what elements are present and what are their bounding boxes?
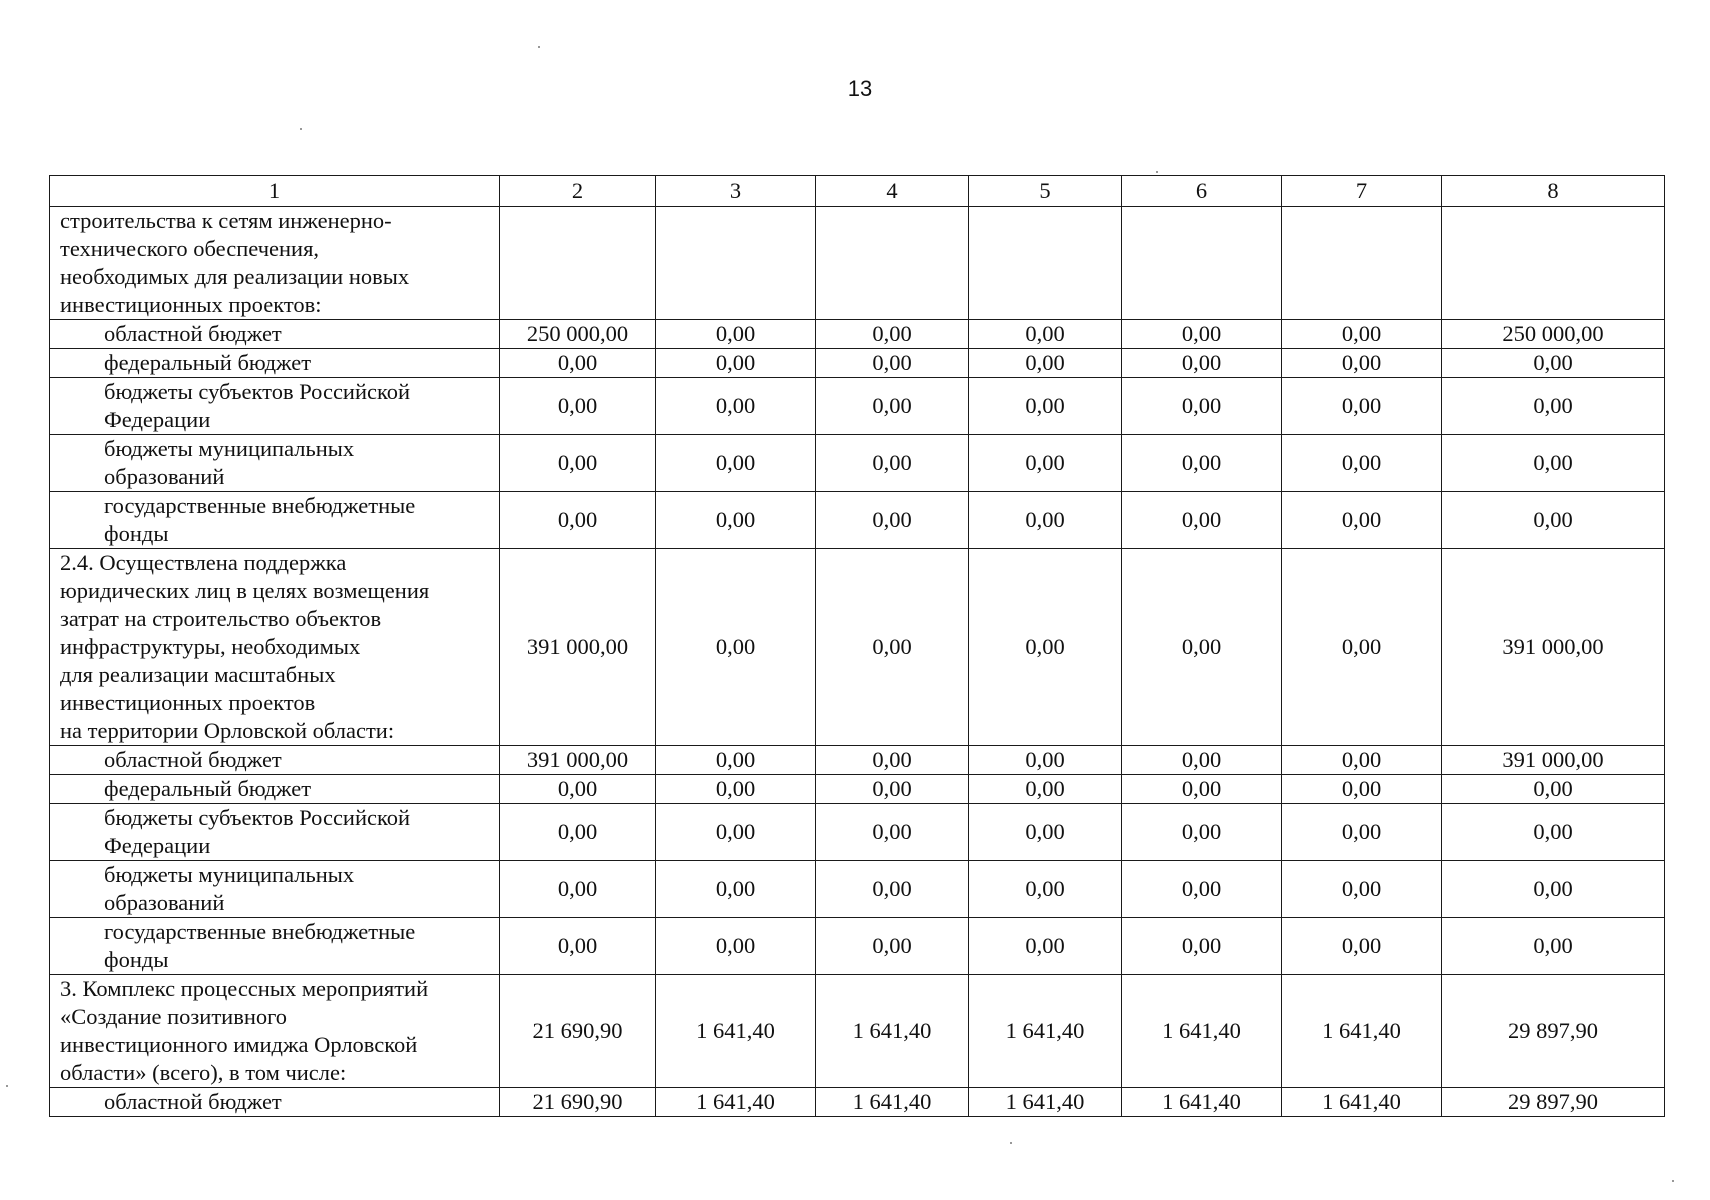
- value-cell: [1122, 207, 1282, 320]
- row-label: бюджеты субъектов Российской Федерации: [50, 378, 500, 435]
- table-body: [50, 176, 1665, 1117]
- value-cell: 0,00: [1282, 320, 1442, 349]
- value-cell: 0,00: [500, 861, 656, 918]
- header-cell: 3: [656, 176, 816, 207]
- value-cell: 0,00: [656, 320, 816, 349]
- row-label: федеральный бюджет: [50, 775, 500, 804]
- value-cell: 0,00: [816, 746, 969, 775]
- row-label: областной бюджет: [50, 320, 500, 349]
- value-cell: 0,00: [969, 378, 1122, 435]
- value-cell: 1 641,40: [816, 975, 969, 1088]
- value-cell: 391 000,00: [1442, 549, 1665, 746]
- table-row: [50, 378, 1665, 435]
- value-cell: 0,00: [1442, 349, 1665, 378]
- value-cell: 0,00: [656, 918, 816, 975]
- value-cell: [656, 207, 816, 320]
- value-cell: 1 641,40: [969, 1088, 1122, 1117]
- value-cell: 250 000,00: [1442, 320, 1665, 349]
- value-cell: 1 641,40: [1122, 975, 1282, 1088]
- table-row: [50, 975, 1665, 1088]
- value-cell: 0,00: [656, 492, 816, 549]
- value-cell: 0,00: [969, 861, 1122, 918]
- value-cell: 0,00: [656, 549, 816, 746]
- value-cell: 0,00: [816, 349, 969, 378]
- table-row: [50, 861, 1665, 918]
- value-cell: 0,00: [1442, 492, 1665, 549]
- value-cell: [1282, 207, 1442, 320]
- value-cell: 0,00: [1122, 746, 1282, 775]
- row-label: областной бюджет: [50, 746, 500, 775]
- row-label: строительства к сетям инженерно- технического обеспечения, необходимых для реализации новых инвестиционных проектов:: [50, 207, 500, 320]
- value-cell: 0,00: [1282, 435, 1442, 492]
- value-cell: 0,00: [969, 549, 1122, 746]
- value-cell: 1 641,40: [1282, 1088, 1442, 1117]
- value-cell: 391 000,00: [500, 549, 656, 746]
- header-cell: 4: [816, 176, 969, 207]
- scan-speck: [300, 128, 302, 130]
- row-label: 3. Комплекс процессных мероприятий «Создание позитивного инвестиционного имиджа Орловской области» (всего), в том числе:: [50, 975, 500, 1088]
- value-cell: 0,00: [969, 349, 1122, 378]
- scan-speck: [1156, 171, 1158, 173]
- table-header-row: [50, 176, 1665, 207]
- table-row: [50, 746, 1665, 775]
- header-cell: 1: [50, 176, 500, 207]
- row-label: 2.4. Осуществлена поддержка юридических лиц в целях возмещения затрат на строительство объектов инфраструктуры, необходимых для реализации масштабных инвестиционных проектов на территории Орловской области:: [50, 549, 500, 746]
- value-cell: 0,00: [1122, 492, 1282, 549]
- table-row: [50, 1088, 1665, 1117]
- value-cell: 0,00: [500, 775, 656, 804]
- value-cell: 0,00: [1122, 775, 1282, 804]
- scan-speck: [6, 1085, 8, 1087]
- row-label: областной бюджет: [50, 1088, 500, 1117]
- table-row: [50, 775, 1665, 804]
- value-cell: 250 000,00: [500, 320, 656, 349]
- value-cell: 0,00: [1282, 775, 1442, 804]
- value-cell: 1 641,40: [969, 975, 1122, 1088]
- value-cell: 0,00: [969, 320, 1122, 349]
- value-cell: 0,00: [1442, 378, 1665, 435]
- value-cell: 391 000,00: [500, 746, 656, 775]
- scan-speck: [1672, 1180, 1674, 1182]
- value-cell: 0,00: [816, 549, 969, 746]
- value-cell: 1 641,40: [656, 975, 816, 1088]
- value-cell: 0,00: [816, 492, 969, 549]
- value-cell: 1 641,40: [656, 1088, 816, 1117]
- value-cell: 0,00: [1442, 435, 1665, 492]
- value-cell: 0,00: [656, 435, 816, 492]
- value-cell: 0,00: [816, 320, 969, 349]
- row-label: государственные внебюджетные фонды: [50, 492, 500, 549]
- header-cell: 7: [1282, 176, 1442, 207]
- value-cell: 0,00: [500, 492, 656, 549]
- value-cell: 0,00: [969, 435, 1122, 492]
- table-row: [50, 349, 1665, 378]
- row-label: бюджеты субъектов Российской Федерации: [50, 804, 500, 861]
- value-cell: 0,00: [969, 918, 1122, 975]
- value-cell: 0,00: [816, 918, 969, 975]
- value-cell: 0,00: [500, 918, 656, 975]
- value-cell: 0,00: [969, 804, 1122, 861]
- value-cell: 0,00: [1442, 918, 1665, 975]
- value-cell: 0,00: [656, 378, 816, 435]
- value-cell: 0,00: [656, 746, 816, 775]
- header-cell: 8: [1442, 176, 1665, 207]
- row-label: бюджеты муниципальных образований: [50, 435, 500, 492]
- value-cell: 0,00: [1122, 320, 1282, 349]
- table-row: [50, 320, 1665, 349]
- value-cell: 0,00: [816, 804, 969, 861]
- value-cell: [500, 207, 656, 320]
- value-cell: 391 000,00: [1442, 746, 1665, 775]
- table-row: [50, 918, 1665, 975]
- value-cell: 0,00: [500, 435, 656, 492]
- table-row: [50, 804, 1665, 861]
- value-cell: 0,00: [1282, 349, 1442, 378]
- value-cell: 0,00: [500, 378, 656, 435]
- value-cell: 0,00: [1282, 918, 1442, 975]
- value-cell: 0,00: [1282, 746, 1442, 775]
- value-cell: 0,00: [816, 435, 969, 492]
- value-cell: 0,00: [656, 804, 816, 861]
- value-cell: 0,00: [1122, 549, 1282, 746]
- value-cell: 0,00: [1442, 861, 1665, 918]
- row-label: федеральный бюджет: [50, 349, 500, 378]
- value-cell: 0,00: [500, 804, 656, 861]
- value-cell: 1 641,40: [1122, 1088, 1282, 1117]
- value-cell: 0,00: [816, 775, 969, 804]
- value-cell: 0,00: [1282, 861, 1442, 918]
- value-cell: 0,00: [1122, 861, 1282, 918]
- scan-speck: [1010, 1142, 1012, 1144]
- value-cell: [816, 207, 969, 320]
- value-cell: 1 641,40: [816, 1088, 969, 1117]
- value-cell: 0,00: [969, 492, 1122, 549]
- value-cell: 21 690,90: [500, 975, 656, 1088]
- page-number: 13: [847, 76, 873, 101]
- value-cell: 0,00: [656, 861, 816, 918]
- value-cell: 0,00: [1122, 378, 1282, 435]
- value-cell: 0,00: [1282, 549, 1442, 746]
- value-cell: 21 690,90: [500, 1088, 656, 1117]
- value-cell: 0,00: [1282, 492, 1442, 549]
- header-cell: 6: [1122, 176, 1282, 207]
- value-cell: 0,00: [1442, 804, 1665, 861]
- budget-table: [49, 175, 1665, 1117]
- value-cell: 29 897,90: [1442, 1088, 1665, 1117]
- scan-speck: [538, 46, 540, 48]
- value-cell: 0,00: [969, 746, 1122, 775]
- table-row: [50, 492, 1665, 549]
- table-row: [50, 207, 1665, 320]
- value-cell: 29 897,90: [1442, 975, 1665, 1088]
- value-cell: 0,00: [656, 775, 816, 804]
- budget-table-container: [49, 175, 1664, 1117]
- row-label: государственные внебюджетные фонды: [50, 918, 500, 975]
- value-cell: 0,00: [656, 349, 816, 378]
- row-label: бюджеты муниципальных образований: [50, 861, 500, 918]
- value-cell: 0,00: [500, 349, 656, 378]
- table-row: [50, 549, 1665, 746]
- value-cell: 0,00: [1122, 435, 1282, 492]
- header-cell: 5: [969, 176, 1122, 207]
- value-cell: 1 641,40: [1282, 975, 1442, 1088]
- value-cell: 0,00: [1122, 804, 1282, 861]
- value-cell: 0,00: [1442, 775, 1665, 804]
- value-cell: 0,00: [969, 775, 1122, 804]
- value-cell: 0,00: [816, 378, 969, 435]
- value-cell: [1442, 207, 1665, 320]
- value-cell: [969, 207, 1122, 320]
- value-cell: 0,00: [1122, 918, 1282, 975]
- header-cell: 2: [500, 176, 656, 207]
- value-cell: 0,00: [1282, 378, 1442, 435]
- value-cell: 0,00: [1282, 804, 1442, 861]
- value-cell: 0,00: [816, 861, 969, 918]
- value-cell: 0,00: [1122, 349, 1282, 378]
- table-row: [50, 435, 1665, 492]
